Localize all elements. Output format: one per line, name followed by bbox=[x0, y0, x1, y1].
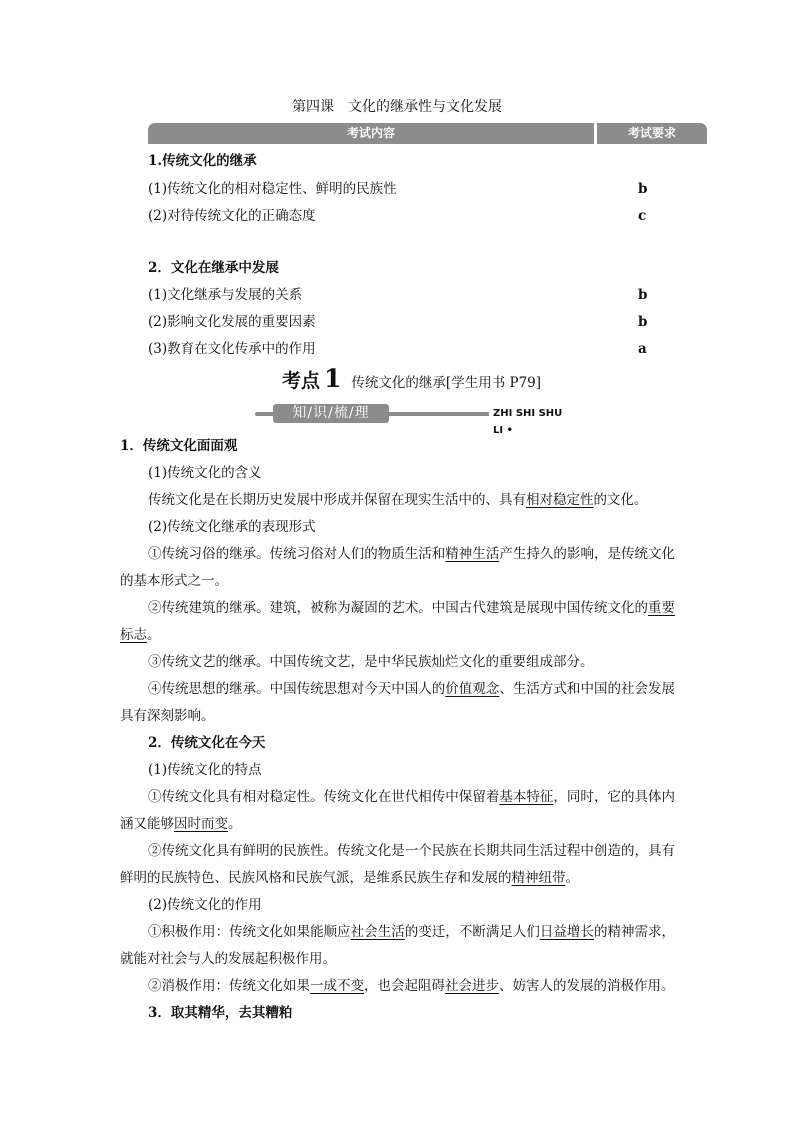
keyword: 社会进步 bbox=[445, 978, 499, 994]
paragraph: ①积极作用：传统文化如果能顺应社会生活的变迁，不断满足人们日益增长的精神需求，就能对社会与人的发展起积极作用。 bbox=[120, 924, 676, 967]
keyword: 一成不变 bbox=[310, 978, 364, 994]
paragraph: ①传统习俗的继承。传统习俗对人们的物质生活和精神生活产生持久的影响，是传统文化的基本形式之一。 bbox=[120, 546, 676, 589]
paragraph: ②传统文化具有鲜明的民族性。传统文化是一个民族在长期共同生活过程中创造的，具有鲜明的民族特色、民族风格和民族气派，是维系民族生存和发展的精神纽带。 bbox=[120, 843, 675, 886]
header-exam-requirement: 考试要求 bbox=[597, 123, 707, 144]
keyword: 相对稳定性 bbox=[526, 492, 594, 508]
section-heading-2: 2．传统文化在今天 bbox=[148, 735, 266, 751]
table-row: 1.传统文化的继承 bbox=[148, 153, 257, 169]
keyword: 社会生活 bbox=[350, 924, 405, 940]
requirement-level: b bbox=[638, 287, 648, 303]
table-row: (3)教育在文化传承中的作用 bbox=[148, 341, 316, 357]
requirement-level: c bbox=[638, 208, 647, 224]
paragraph: ②消极作用：传统文化如果一成不变，也会起阻碍社会进步、妨害人的发展的消极作用。 bbox=[148, 978, 675, 994]
subheading: (2)传统文化继承的表现形式 bbox=[148, 519, 316, 535]
section-heading-3: 3．取其精华，去其糟粕 bbox=[148, 1005, 293, 1021]
banner-pinyin: ZHI SHI SHU LI • bbox=[489, 405, 573, 439]
requirement-level: b bbox=[638, 181, 648, 197]
kaodian-heading bbox=[282, 364, 541, 393]
kaodian-label: 考点 bbox=[282, 370, 321, 392]
bullet-icon: • bbox=[506, 425, 513, 436]
keyword: 基本特征 bbox=[499, 789, 554, 805]
section-heading-1: 1．传统文化面面观 bbox=[120, 438, 238, 454]
keyword: 重要标志 bbox=[120, 600, 676, 643]
table-row: (2)影响文化发展的重要因素 bbox=[148, 314, 316, 330]
subheading: (1)传统文化的含义 bbox=[148, 465, 262, 481]
table-row: (1)文化继承与发展的关系 bbox=[148, 287, 303, 303]
keyword: 价值观念 bbox=[445, 681, 500, 697]
keyword: 精神生活 bbox=[445, 546, 500, 562]
keyword: 因时而变 bbox=[174, 816, 228, 832]
table-row: 2．文化在继承中发展 bbox=[148, 260, 279, 276]
requirement-level: a bbox=[638, 341, 647, 357]
page-title: 第四课 文化的继承性与文化发展 bbox=[292, 99, 502, 115]
table-row: (1)传统文化的相对稳定性、鲜明的民族性 bbox=[148, 181, 397, 197]
subheading: (2)传统文化的作用 bbox=[148, 897, 262, 913]
banner-label: 知/识/梳/理 bbox=[273, 404, 389, 423]
paragraph: ③传统文艺的继承。中国传统文艺，是中华民族灿烂文化的重要组成部分。 bbox=[148, 654, 594, 670]
keyword: 日益增长 bbox=[539, 924, 594, 940]
table-row: (2)对待传统文化的正确态度 bbox=[148, 208, 316, 224]
kaodian-title: 传统文化的继承[学生用书 P79] bbox=[351, 375, 542, 391]
paragraph: ①传统文化具有相对稳定性。传统文化在世代相传中保留着基本特征，同时，它的具体内涵又能够因时而变。 bbox=[120, 789, 676, 832]
kaodian-number: 1 bbox=[324, 364, 342, 393]
keyword: 精神纽带 bbox=[511, 870, 566, 886]
header-exam-content: 考试内容 bbox=[148, 123, 594, 144]
paragraph: ④传统思想的继承。中国传统思想对今天中国人的价值观念、生活方式和中国的社会发展具有深刻影响。 bbox=[120, 681, 676, 724]
paragraph: 传统文化是在长期历史发展中形成并保留在现实生活中的、具有相对稳定性的文化。 bbox=[148, 492, 648, 508]
subheading: (1)传统文化的特点 bbox=[148, 762, 262, 778]
requirement-level: b bbox=[638, 314, 648, 330]
section-banner bbox=[255, 404, 573, 436]
paragraph: ②传统建筑的继承。建筑，被称为凝固的艺术。中国古代建筑是展现中国传统文化的重要标志。 bbox=[120, 600, 676, 643]
